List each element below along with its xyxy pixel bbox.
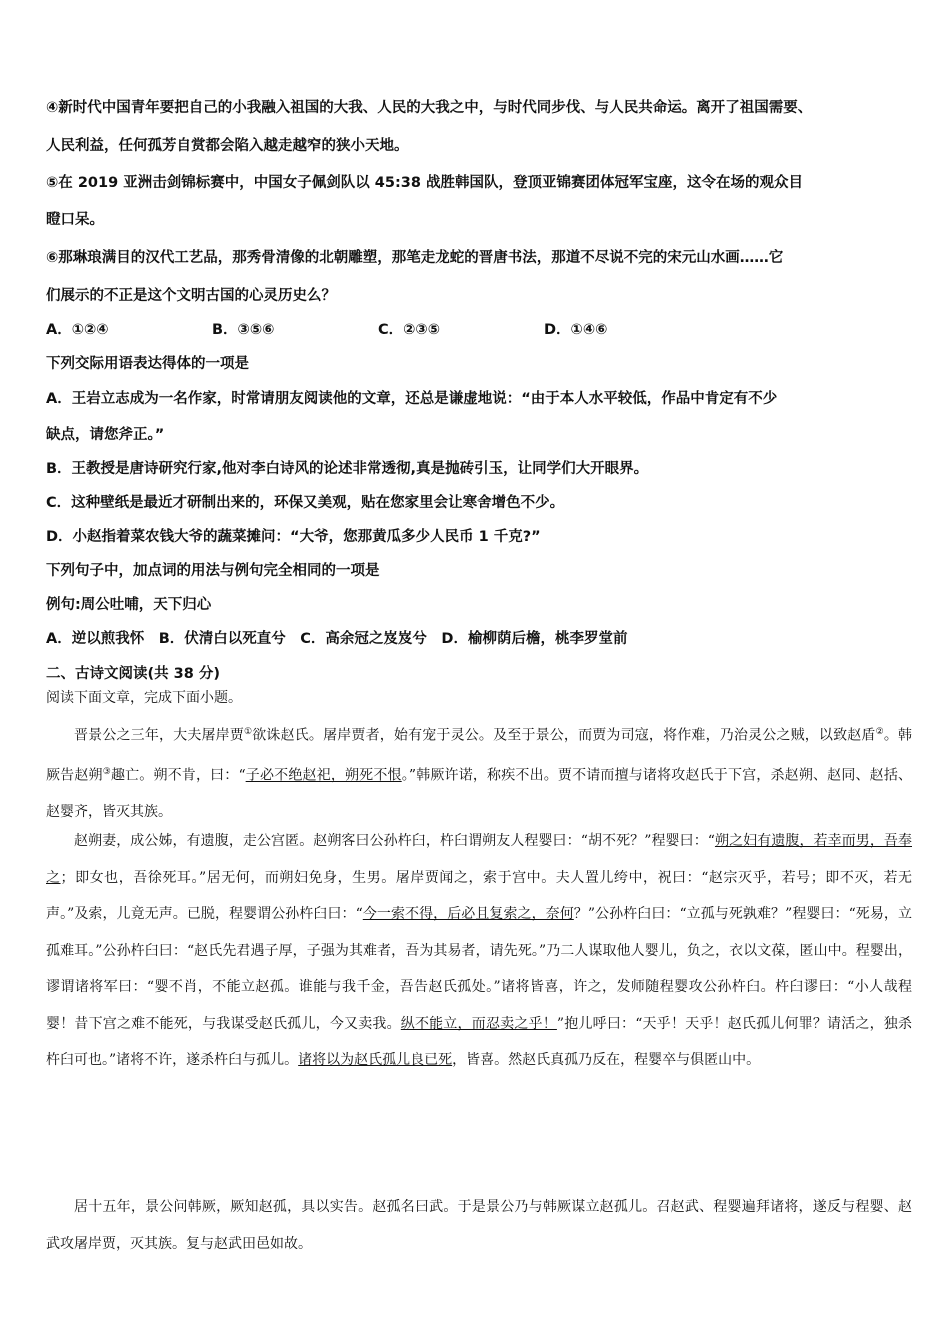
footnote-marker: ①	[244, 727, 253, 737]
q3-options[interactable]: A．逆以煎我怀 B．伏清白以死直兮 C．高余冠之岌岌兮 D．榆柳荫后檐，桃李罗堂前	[46, 631, 628, 647]
q3-stem: 下列句子中，加点词的用法与例句完全相同的一项是	[46, 563, 380, 579]
section-instruction: 阅读下面文章，完成下面小题。	[46, 690, 242, 706]
item-6-line-1: ⑥那琳琅满目的汉代工艺品，那秀骨清像的北朝雕塑，那笔走龙蛇的晋唐书法，那道不尽说不完的宋元山水画……它	[46, 250, 784, 266]
underlined-sentence: 子必不绝赵祀，朔死不恨	[245, 767, 402, 784]
footnote-marker: ③	[102, 767, 111, 778]
q2-option-c[interactable]: C．这种壁纸是最近才研制出来的，环保又美观，贴在您家里会让寒舍增色不少。	[46, 495, 565, 511]
item-5-line-2: 瞪口呆。	[46, 212, 104, 228]
section-title: 二、古诗文阅读(共 38 分)	[46, 666, 221, 682]
q2-option-b[interactable]: B．王教授是唐诗研究行家,他对李白诗风的论述非常透彻,真是抛砖引玉，让同学们大开眼界。	[46, 461, 649, 477]
q2-option-a-line-1[interactable]: A．王岩立志成为一名作家，时常请朋友阅读他的文章，还总是谦虚地说：“由于本人水平较低，作品中肯定有不少	[46, 391, 778, 407]
q1-option-b[interactable]: B．③⑤⑥	[212, 322, 275, 338]
footnote-marker: ②	[875, 727, 884, 737]
q3-example: 例句:周公吐哺，天下归心	[46, 597, 212, 613]
item-5-line-1: ⑤在 2019 亚洲击剑锦标赛中，中国女子佩剑队以 45:38 战胜韩国队，登顶亚锦赛团体冠军宝座，这令在场的观众目	[46, 175, 803, 191]
item-6-line-2: 们展示的不正是这个文明古国的心灵历史么？	[46, 288, 336, 304]
passage-paragraph-3: 居十五年，景公问韩厥，厥知赵孤，具以实告。赵孤名曰武。于是景公乃与韩厥谋立赵孤儿。召赵武、程婴遍拜诸将，遂反与程婴、赵武攻屠岸贾，灭其族。复与赵武田邑如故。	[46, 1199, 912, 1252]
passage-paragraph-1: 晋景公之三年，大夫屠岸贾①欲诛赵氏。屠岸贾者，始有宠于灵公。及至于景公，而贾为司寇，将作难，乃治灵公之贼，以致赵盾②。韩厥告赵朔③趣亡。朔不肯，曰：“子必不绝赵祀，朔死不恨。”韩厥许诺，称疾不出。贾不请而擅与诸将攻赵氏于下宫，杀赵朔、赵同、赵括、赵婴齐，皆灭其族。	[46, 727, 913, 821]
q2-stem: 下列交际用语表达得体的一项是	[46, 356, 249, 372]
underlined-sentence: 朔之妇有遗腹，若幸而男，吾奉之	[46, 833, 912, 886]
q1-option-c[interactable]: C．②③⑤	[378, 322, 440, 338]
item-4-line-1: ④新时代中国青年要把自己的小我融入祖国的大我、人民的大我之中，与时代同步伐、与人民共命运。离开了祖国需要、	[46, 100, 813, 116]
q2-option-d[interactable]: D．小赵指着菜农钱大爷的蔬菜摊问：“大爷，您那黄瓜多少人民币 1 千克?”	[46, 529, 541, 545]
underlined-sentence: 诸将以为赵氏孤儿良已死	[298, 1052, 453, 1068]
q2-option-a-line-2[interactable]: 缺点，请您斧正。”	[46, 427, 165, 443]
q1-option-a[interactable]: A．①②④	[46, 322, 109, 338]
q1-options	[46, 318, 607, 339]
item-4-line-2: 人民利益，任何孤芳自赏都会陷入越走越窄的狭小天地。	[46, 138, 409, 154]
q1-option-d[interactable]: D．①④⑥	[544, 322, 608, 338]
passage-paragraph-2: 赵朔妻，成公姊，有遗腹，走公宫匿。赵朔客曰公孙杵臼，杵臼谓朔友人程婴曰：“胡不死？”程婴曰：“朔之妇有遗腹，若幸而男，吾奉之；即女也，吾徐死耳。”居无何，而朔妇免身，生男。屠岸贾闻之，索于宫中。夫人置儿绔中，祝曰：“赵宗灭乎，若号；即不灭，若无声。”及索，儿竟无声。已脱，程婴谓公孙杵臼曰：“今一索不得，后必且复索之，奈何？”公孙杵臼曰：“立孤与死孰难？”程婴曰：“死易，立孤难耳。”公孙杵臼曰：“赵氏先君遇子厚，子强为其难者，吾为其易者，请先死。”乃二人谋取他人婴儿，负之，衣以文葆，匿山中。程婴出，谬谓诸将军曰：“婴不肖，不能立赵孤。谁能与我千金，吾告赵氏孤处。”诸将皆喜，许之，发师随程婴攻公孙杵臼。杵臼谬曰：“小人哉程婴！昔下宫之难不能死，与我谋受赵氏孤儿，今又卖我。纵不能立，而忍卖之乎！”抱儿呼曰：“天乎！天乎！赵氏孤儿何罪？请活之，独杀杵臼可也。”诸将不许，遂杀杵臼与孤儿。诸将以为赵氏孤儿良已死，皆喜。然赵氏真孤乃反在，程婴卒与俱匿山中。	[46, 833, 913, 1068]
underlined-sentence: 纵不能立，而忍卖之乎！	[400, 1015, 557, 1032]
underlined-sentence: 今一索不得，后必且复索之，奈何	[362, 906, 574, 922]
